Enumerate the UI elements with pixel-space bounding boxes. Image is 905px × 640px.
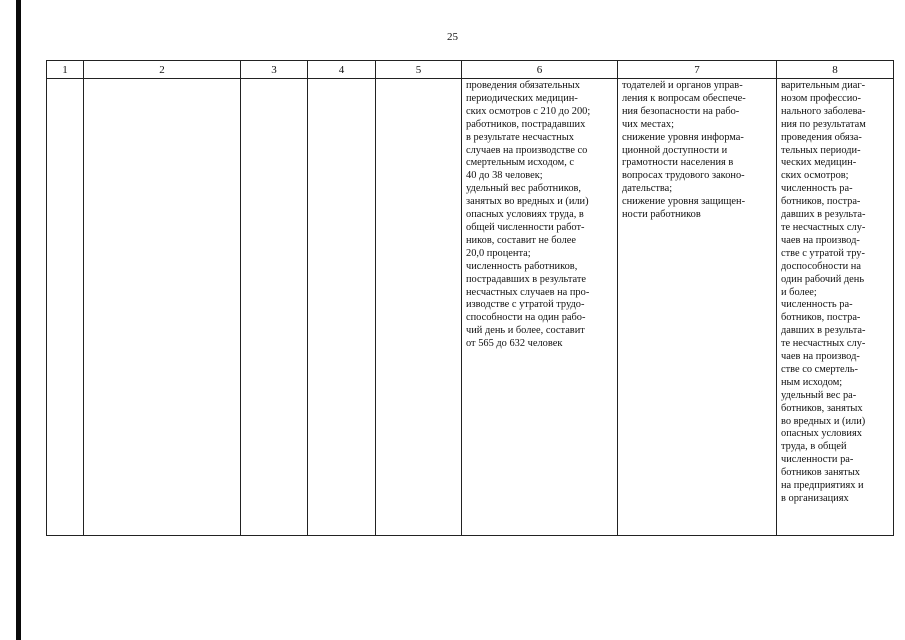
text-line: варительным диаг- — [781, 80, 866, 91]
cell-col-6 — [462, 79, 618, 536]
text-line: несчастных случаев на про- — [466, 286, 590, 298]
document-table — [46, 60, 894, 536]
text-line: на предприятиях и — [781, 480, 864, 492]
text-line: тодателей и органов управ- — [622, 80, 743, 91]
text-line: опасных условиях — [781, 428, 862, 440]
text-line: чаев на производ- — [781, 351, 860, 363]
text-line: 20,0 процента; — [466, 247, 531, 259]
text-line: тельных периоди- — [781, 144, 861, 156]
column-header-1: 1 — [47, 61, 84, 79]
text-line: численность ра- — [781, 299, 853, 311]
text-line: проведения обязательных — [466, 80, 580, 91]
text-line: стве со смертель- — [781, 363, 859, 375]
text-line: стве с утратой тру- — [781, 247, 865, 259]
text-line: давших в результа- — [781, 209, 866, 221]
text-line: вопросах трудового законо- — [622, 170, 745, 182]
text-line: опасных условиях труда, в — [466, 209, 584, 221]
text-line: дательства; — [622, 183, 673, 195]
text-line: ников, составит не более — [466, 234, 577, 246]
column-header-6: 6 — [462, 61, 618, 79]
text-line: труда, в общей — [781, 441, 847, 453]
text-line: периодических медицин- — [466, 92, 578, 104]
text-line: один рабочий день — [781, 273, 865, 285]
cell-col-1 — [47, 79, 84, 536]
text-line: ности работников — [622, 209, 701, 221]
text-line: пострадавших в результате — [466, 273, 587, 285]
text-line: удельный вес работников, — [466, 183, 582, 195]
text-line: те несчастных слу- — [781, 221, 866, 233]
cell-col-4 — [308, 79, 376, 536]
binding-edge — [16, 0, 21, 640]
text-line: случаев на производстве со — [466, 144, 588, 156]
text-line: численность ра- — [781, 183, 853, 195]
column-header-8: 8 — [777, 61, 894, 79]
cell-col-5 — [376, 79, 462, 536]
text-line: доспособности на — [781, 260, 861, 272]
text-line: снижение уровня защищен- — [622, 196, 746, 208]
text-line: ботников, занятых — [781, 402, 863, 414]
text-line: ния по результатам — [781, 118, 866, 130]
text-line: занятых во вредных и (или) — [466, 196, 589, 208]
text-line: нального заболева- — [781, 105, 866, 117]
text-line: ботников занятых — [781, 467, 860, 479]
column-header-4: 4 — [308, 61, 376, 79]
text-line: чих местах; — [622, 118, 674, 130]
column-header-2: 2 — [84, 61, 241, 79]
text-line: ботников, постра- — [781, 312, 861, 324]
text-line: давших в результа- — [781, 325, 866, 337]
header-row — [47, 61, 894, 79]
text-line: численности ра- — [781, 454, 854, 466]
text-line: во вредных и (или) — [781, 415, 866, 427]
text-line: в организациях — [781, 493, 849, 504]
cell-col-8 — [777, 79, 894, 536]
text-line: грамотности населения в — [622, 157, 734, 169]
column-header-7: 7 — [618, 61, 777, 79]
text-line: те несчастных слу- — [781, 338, 866, 350]
text-line: от 565 до 632 человек — [466, 338, 563, 350]
text-line: изводстве с утратой трудо- — [466, 299, 585, 311]
text-line: нозом профессио- — [781, 92, 861, 104]
page-number: 25 — [447, 31, 458, 43]
cell-col-2 — [84, 79, 241, 536]
text-line: 40 до 38 человек; — [466, 170, 543, 182]
text-line: общей численности работ- — [466, 221, 585, 233]
text-line: удельный вес ра- — [781, 389, 857, 401]
column-header-5: 5 — [376, 61, 462, 79]
text-line: работников, пострадавших — [466, 118, 586, 130]
text-line: ным исходом; — [781, 376, 843, 388]
text-line: ческих медицин- — [781, 157, 857, 169]
cell-col-7 — [618, 79, 777, 536]
text-line: ления к вопросам обеспече- — [622, 92, 746, 104]
text-line: смертельным исходом, с — [466, 157, 575, 169]
text-line: ских осмотров; — [781, 170, 849, 182]
text-line: снижение уровня информа- — [622, 131, 744, 143]
text-line: ботников, постра- — [781, 196, 861, 208]
text-line: и более; — [781, 286, 817, 298]
column-header-3: 3 — [241, 61, 308, 79]
text-line: способности на один рабо- — [466, 312, 586, 324]
text-line: чий день и более, составит — [466, 325, 585, 337]
text-line: ционной доступности и — [622, 144, 728, 156]
text-line: проведения обяза- — [781, 131, 862, 143]
text-line: ния безопасности на рабо- — [622, 105, 740, 117]
text-line: численность работников, — [466, 260, 578, 272]
text-line: в результате несчастных — [466, 131, 574, 143]
table-row — [47, 79, 894, 536]
text-line: ских осмотров с 210 до 200; — [466, 105, 591, 117]
cell-col-3 — [241, 79, 308, 536]
text-line: чаев на производ- — [781, 234, 860, 246]
